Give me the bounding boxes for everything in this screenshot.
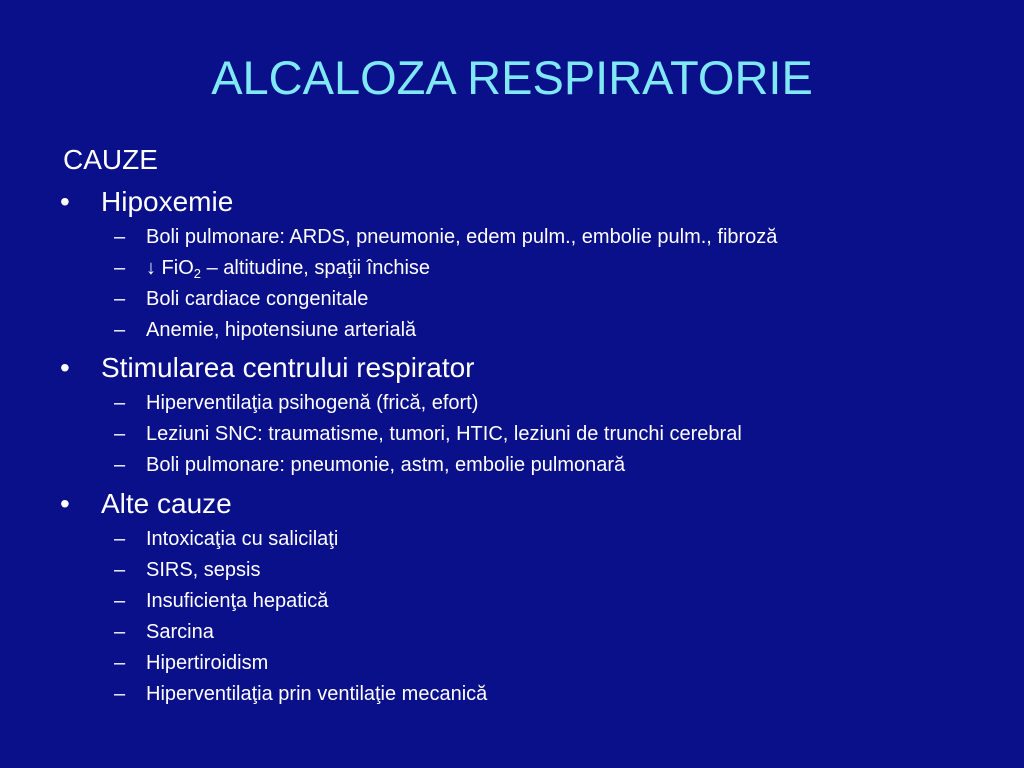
cause-sublist xyxy=(0,222,1000,346)
cause-group-label: Stimularea centrului respirator xyxy=(101,352,475,383)
dash-marker: – xyxy=(114,319,126,341)
cause-item-text-part: Boli pulmonare: pneumonie, astm, embolie pulmonară xyxy=(146,454,626,476)
cause-item xyxy=(0,586,1000,617)
dash-marker: – xyxy=(114,288,126,310)
cause-item-text xyxy=(146,555,260,586)
cause-item-text xyxy=(146,617,214,648)
dash-marker: – xyxy=(114,454,126,476)
cause-group-alte xyxy=(0,484,1000,710)
cause-item-text xyxy=(146,419,742,450)
cause-list xyxy=(0,182,1000,710)
cause-item-text-part: – altitudine, spaţii închise xyxy=(201,257,431,279)
cause-item xyxy=(0,555,1000,586)
dash-marker: – xyxy=(114,652,126,674)
cause-group-label: Hipoxemie xyxy=(101,186,234,217)
cause-sublist xyxy=(0,524,1000,710)
cause-item-text xyxy=(146,222,777,253)
cause-item-text-part: Boli pulmonare: ARDS, pneumonie, edem pulm., embolie pulm., fibroză xyxy=(146,226,778,248)
cause-item xyxy=(0,524,1000,555)
bullet-marker: • xyxy=(60,186,70,217)
section-heading: CAUZE xyxy=(63,144,158,175)
cause-item xyxy=(0,388,1000,419)
dash-marker: – xyxy=(114,621,126,643)
cause-item xyxy=(0,648,1000,679)
dash-marker: – xyxy=(114,683,126,705)
cause-item xyxy=(0,419,1000,450)
cause-item-text xyxy=(146,450,625,481)
cause-item-text-part: Hiperventilaţia psihogenă (frică, efort) xyxy=(146,392,479,414)
dash-marker: – xyxy=(114,226,126,248)
dash-marker: – xyxy=(114,559,126,581)
cause-item-text-part: Hipertiroidism xyxy=(146,652,269,674)
cause-group-stimularea xyxy=(0,348,1000,481)
bullet-marker: • xyxy=(60,352,70,383)
cause-item xyxy=(0,284,1000,315)
cause-group-hipoxemie xyxy=(0,182,1000,346)
cause-item-text-part: Leziuni SNC: traumatisme, tumori, HTIC, leziuni de trunchi cerebral xyxy=(146,423,742,445)
cause-item-text-part: ↓ FiO xyxy=(146,257,194,279)
cause-item xyxy=(0,679,1000,710)
cause-group-label: Alte cauze xyxy=(101,488,232,519)
cause-item-text xyxy=(146,253,430,284)
dash-marker: – xyxy=(114,392,126,414)
slide-title: ALCALOZA RESPIRATORIE xyxy=(211,51,813,104)
cause-item xyxy=(0,222,1000,253)
cause-item xyxy=(0,315,1000,346)
cause-item-text-part: SIRS, sepsis xyxy=(146,559,261,581)
cause-item-text xyxy=(146,388,478,419)
cause-item-text xyxy=(146,586,328,617)
cause-sublist xyxy=(0,388,1000,481)
dash-marker: – xyxy=(114,257,126,279)
cause-item-text xyxy=(146,648,268,679)
subscript-text: 2 xyxy=(193,266,202,281)
dash-marker: – xyxy=(114,528,126,550)
cause-item-text-part: Insuficienţa hepatică xyxy=(146,590,329,612)
cause-item-text-part: Intoxicaţia cu salicilaţi xyxy=(146,528,339,550)
cause-item-text xyxy=(146,524,338,555)
cause-item-text-part: Boli cardiace congenitale xyxy=(146,288,369,310)
cause-item xyxy=(0,617,1000,648)
cause-item-text xyxy=(146,284,368,315)
bullet-marker: • xyxy=(60,488,70,519)
cause-item-text-part: Hiperventilaţia prin ventilaţie mecanică xyxy=(146,683,488,705)
cause-item-text xyxy=(146,679,487,710)
cause-item-text-part: Anemie, hipotensiune arterială xyxy=(146,319,417,341)
cause-item xyxy=(0,450,1000,481)
cause-item-text-part: Sarcina xyxy=(146,621,214,643)
dash-marker: – xyxy=(114,590,126,612)
cause-item-text xyxy=(146,315,416,346)
dash-marker: – xyxy=(114,423,126,445)
cause-item xyxy=(0,253,1000,284)
